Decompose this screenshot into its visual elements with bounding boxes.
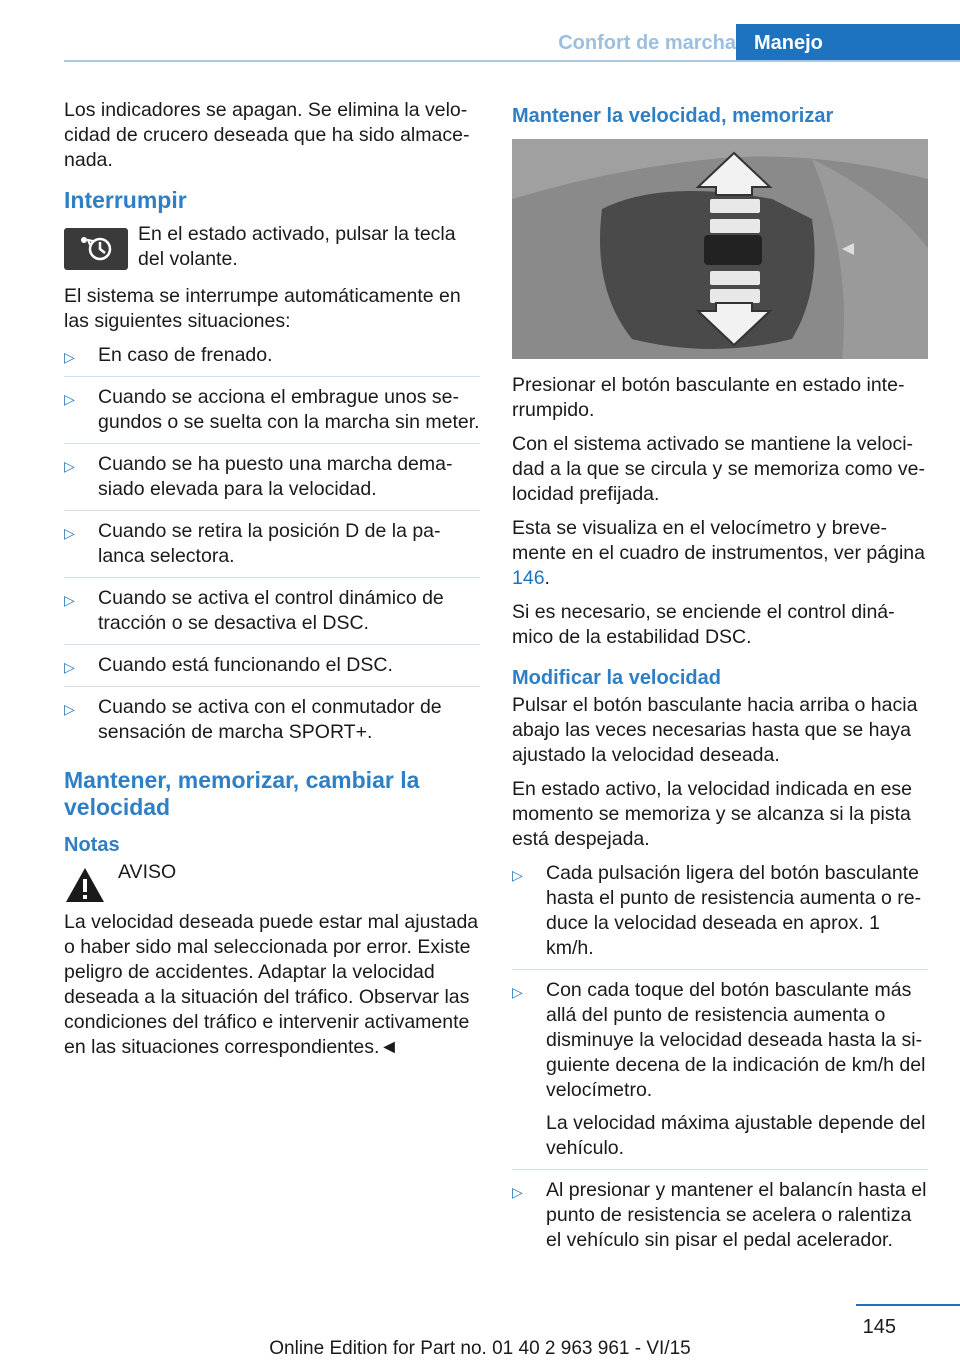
triangle-right-icon: ▷ [512, 867, 523, 883]
list-item: ▷ Con cada toque del botón basculante más allá del punto de resistencia aumenta o disminuye la velocidad deseada hasta la siguiente decena de la indicación de km/h del velocímetro. La velocidad máxima ajustable depende del vehículo. [512, 978, 928, 1170]
mantener-heading: Mantener, memorizar, cambiar la velocidad [64, 767, 420, 820]
page-link[interactable]: 146 [512, 567, 545, 589]
auto-interrupt-text: El sistema se interrumpe automáticamente en las siguientes situaciones: [64, 285, 461, 332]
triangle-right-icon: ▷ [64, 659, 75, 675]
header-divider [64, 60, 960, 62]
chapter-tab[interactable]: Manejo [736, 24, 960, 60]
dsc-text: Si es necesario, se enciende el control dinámico de la estabilidad DSC. [512, 601, 895, 648]
footer-divider [856, 1304, 960, 1306]
modificar-heading: Modificar la velocidad [512, 667, 721, 689]
visualiza-text: Esta se visualiza en el velocímetro y brevemente en el cuadro de instrumentos, ver página 146. [512, 517, 925, 589]
interrumpir-heading: Interrumpir [64, 187, 187, 213]
pulsar-text: Pulsar el botón basculante hacia arriba o hacia abajo las veces necesarias hasta que se haya ajustado la velocidad deseada. [512, 694, 918, 766]
list-item: ▷ Cuando se activa con el conmutador de sensación de marcha SPORT+. [64, 696, 442, 743]
triangle-right-icon: ▷ [64, 701, 75, 717]
list-item: ▷ Cuando se retira la posición D de la palanca selectora. [64, 519, 480, 578]
list-item: ▷ Cuando está funcionando el DSC. [64, 653, 480, 687]
steering-wheel-image [512, 139, 928, 359]
triangle-right-icon: ▷ [64, 391, 75, 407]
situations-list [64, 343, 480, 753]
warning-triangle-icon [64, 866, 106, 904]
modificar-list [512, 861, 928, 1261]
left-column [64, 98, 480, 1069]
triangle-right-icon: ▷ [64, 458, 75, 474]
warning-block [64, 860, 480, 904]
page-header [0, 24, 960, 64]
interrumpir-block [64, 222, 480, 272]
page-number: 145 [862, 1316, 896, 1338]
section-title: Confort de marcha [558, 32, 736, 54]
triangle-right-icon: ▷ [512, 984, 523, 1000]
list-item: ▷ Cada pulsación ligera del botón basculante hasta el punto de resistencia aumenta o reduce la velocidad deseada en aprox. 1 km/h. [512, 861, 928, 970]
list-item: ▷ Cuando se acciona el embrague unos segundos o se suelta con la marcha sin meter. [64, 385, 480, 444]
memorizar-heading: Mantener la velocidad, memorizar [512, 105, 834, 127]
item-note: La velocidad máxima ajustable depende del vehículo. [546, 1112, 926, 1159]
notas-heading: Notas [64, 834, 120, 856]
activado-text: Con el sistema activado se mantiene la velocidad a la que se circula y se memoriza como velocidad prefijada. [512, 433, 925, 505]
presionar-text: Presionar el botón basculante en estado interrumpido. [512, 374, 905, 421]
right-column [512, 98, 928, 1270]
warning-label: AVISO [118, 861, 177, 883]
activo-text: En estado activo, la velocidad indicada en ese momento se memoriza y se alcanza si la pista está despejada. [512, 778, 913, 850]
cruise-interrupt-button-icon [64, 228, 128, 270]
list-item: ▷ Cuando se ha puesto una marcha demasiado elevada para la velocidad. [64, 452, 480, 511]
edition-footer: Online Edition for Part no. 01 40 2 963 961 - VI/15 [269, 1338, 691, 1359]
list-item: ▷ Al presionar y mantener el balancín hasta el punto de resistencia se acelera o ralentiza el vehículo sin pisar el pedal acelerador. [512, 1179, 927, 1251]
intro-paragraph: Los indicadores se apagan. Se elimina la velocidad de crucero deseada que ha sido almacenada. [64, 99, 470, 171]
triangle-right-icon: ▷ [64, 592, 75, 608]
list-item: ▷ Cuando se activa el control dinámico de tracción o se desactiva el DSC. [64, 586, 480, 645]
warning-text: La velocidad deseada puede estar mal ajustada o haber sido mal seleccionada por error. Existe peligro de accidentes. Adaptar la velocidad deseada a la situación del tráfico. Observar las condiciones del tráfico e intervenir activamente en las situaciones correspondientes.◄ [64, 911, 479, 1058]
triangle-right-icon: ▷ [512, 1184, 523, 1200]
interrumpir-text: En el estado activado, pulsar la tecla del volante. [138, 223, 456, 270]
list-item: ▷ En caso de frenado. [64, 343, 480, 377]
triangle-right-icon: ▷ [64, 349, 75, 365]
triangle-right-icon: ▷ [64, 525, 75, 541]
